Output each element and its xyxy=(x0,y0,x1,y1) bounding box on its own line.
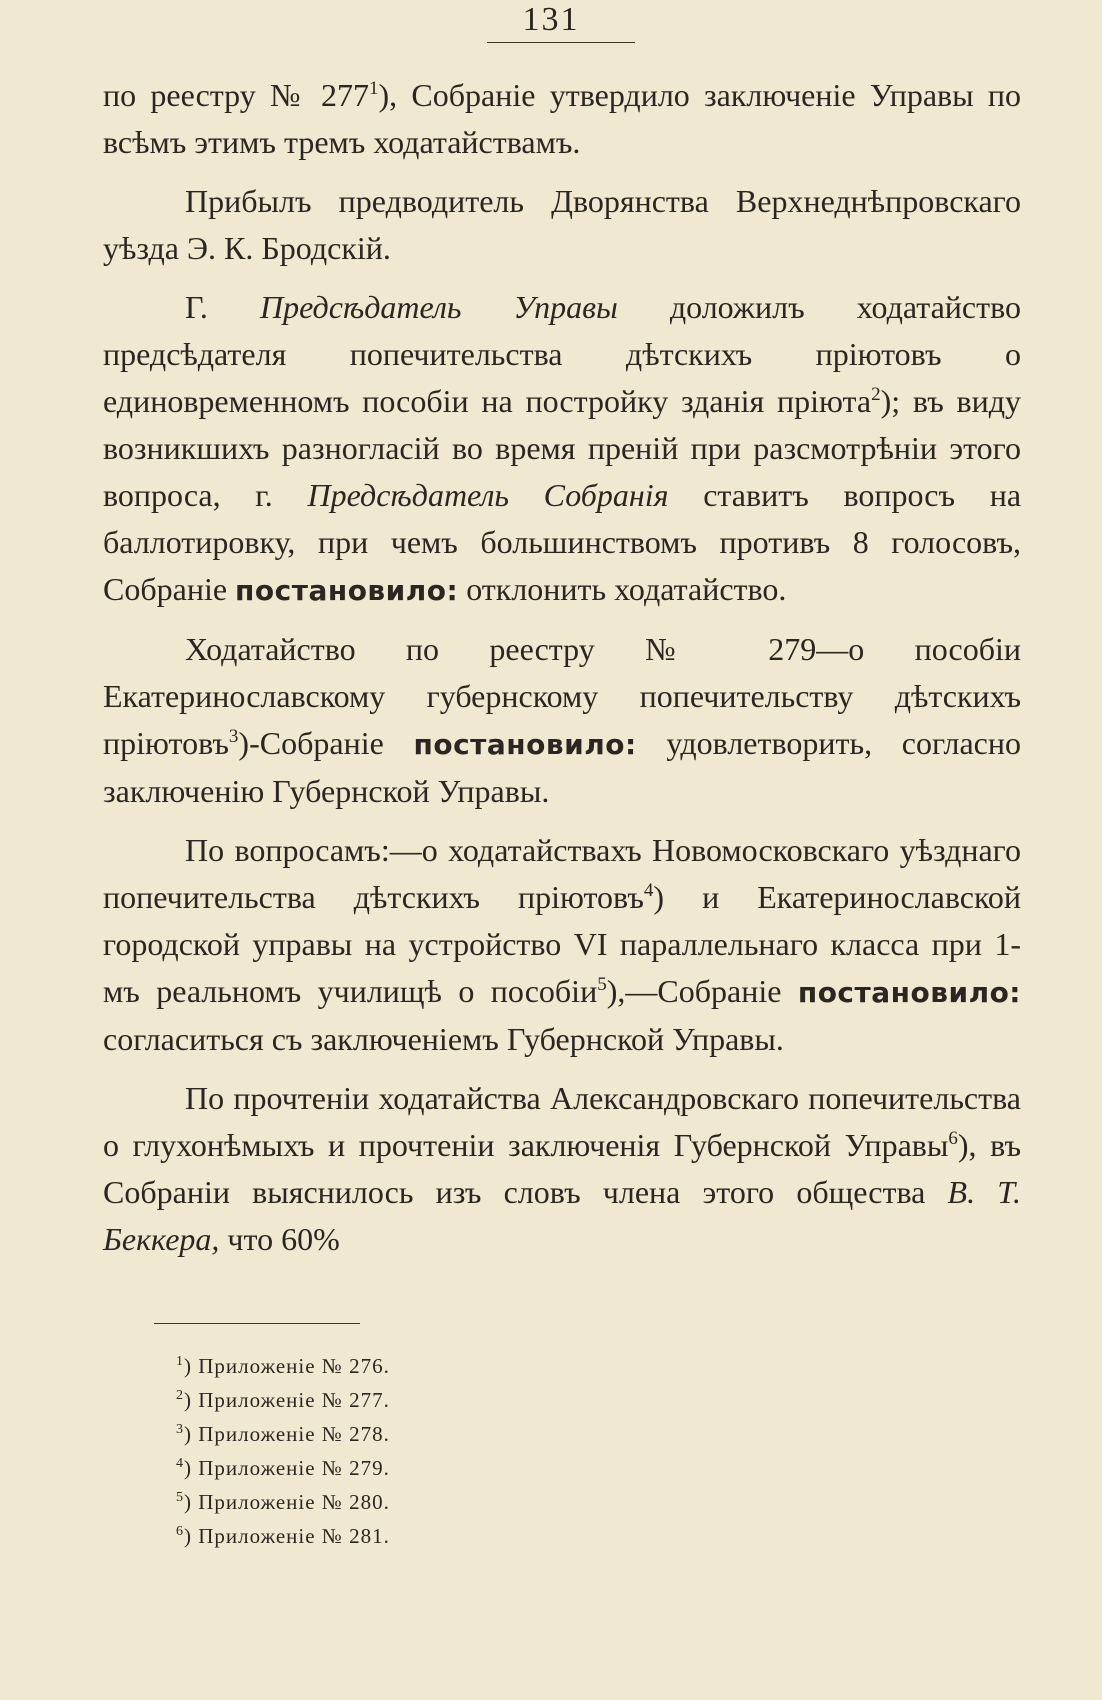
paragraph-5 xyxy=(103,827,1021,1063)
paragraph-6 xyxy=(103,1075,1021,1263)
footnote-ref-2: 2 xyxy=(871,384,881,405)
body-text xyxy=(103,72,1021,1263)
paragraph-4-part-2: )-Собраніе xyxy=(238,725,414,761)
paragraph-5-part-3: ),—Собраніе xyxy=(606,973,798,1009)
footnote-rule xyxy=(154,1323,360,1324)
footnote-mark: 2 xyxy=(176,1388,184,1403)
decision-label: постановило: xyxy=(413,728,637,761)
footnote-ref-3: 3 xyxy=(228,726,239,747)
decision-label: постановило: xyxy=(235,574,459,607)
footnote-2 xyxy=(176,1383,390,1417)
paragraph-2 xyxy=(103,178,1021,272)
paragraph-5-part-4: согласиться съ заключеніемъ Губернской Управы. xyxy=(103,1021,784,1057)
paragraph-5-part-2: ) и Екатеринославской городской управы на устройство VI параллельнаго класса при 1-мъ реальномъ училищѣ о пособіи xyxy=(103,879,1021,1009)
paragraph-2-text: Прибылъ предводитель Дворянства Верхнеднѣпровскаго уѣзда Э. К. Бродскій. xyxy=(103,183,1021,266)
page-number: 131 xyxy=(522,1,580,38)
person-name: В. Т. Беккера, xyxy=(103,1174,1022,1257)
paragraph-3 xyxy=(103,284,1021,614)
footnote-6 xyxy=(176,1519,390,1553)
decision-label: постановило: xyxy=(797,976,1022,1009)
footnote-mark: 6 xyxy=(176,1524,184,1539)
footnote-text: ) Приложеніе № 276. xyxy=(184,1354,390,1378)
footnote-ref-5: 5 xyxy=(597,974,607,995)
footnote-mark: 5 xyxy=(176,1490,184,1505)
paragraph-3-part-4: отклонить ходатайство. xyxy=(458,571,787,607)
footnote-text: ) Приложеніе № 277. xyxy=(184,1388,390,1412)
footnote-ref-1: 1 xyxy=(369,78,379,99)
footnote-ref-4: 4 xyxy=(643,880,654,901)
header-rule xyxy=(487,42,635,43)
paragraph-6-part-2: ), въ Собраніи выяснилось изъ словъ члена этого общества xyxy=(103,1127,1021,1210)
footnote-1 xyxy=(176,1349,390,1383)
footnote-text: ) Приложеніе № 280. xyxy=(184,1490,390,1514)
paragraph-4 xyxy=(103,626,1021,815)
paragraph-1-rest: ), Собраніе утвердило заключеніе Управы по всѣмъ этимъ тремъ ходатайствамъ. xyxy=(103,77,1021,160)
footnote-3 xyxy=(176,1417,390,1451)
footnote-ref-6: 6 xyxy=(948,1128,958,1149)
footnote-text: ) Приложеніе № 281. xyxy=(184,1524,390,1548)
role-chairman-assembly: Предсѣдатель Собранія xyxy=(307,477,669,513)
role-chairman-board: Предсѣдатель Управы xyxy=(259,289,618,325)
paragraph-3-lead: Г. xyxy=(185,289,260,325)
footnote-mark: 3 xyxy=(176,1422,184,1437)
footnote-text: ) Приложеніе № 279. xyxy=(184,1456,390,1480)
paragraph-3-part-1: доложилъ ходатайство предсѣдателя попечительства дѣтскихъ пріютовъ о единовременномъ пособіи на постройку зданія пріюта xyxy=(103,289,1022,419)
paragraph-5-part-1: По вопросамъ:—о ходатайствахъ Новомосковскаго уѣзднаго попечительства дѣтскихъ пріютовъ xyxy=(103,832,1021,915)
footnote-5 xyxy=(176,1485,390,1519)
footnote-mark: 4 xyxy=(176,1456,184,1471)
paragraph-1-text: по реестру № 277 xyxy=(103,77,370,113)
footnote-mark: 1 xyxy=(176,1354,184,1369)
paragraph-1 xyxy=(103,72,1021,166)
paragraph-3-part-2: ); въ виду возникшихъ разногласій во время преній при разсмотрѣніи этого вопроса, г. xyxy=(103,383,1022,513)
paragraph-4-part-1: Ходатайство по реестру № 279—о пособіи Екатеринославскому губернскому попечительству дѣтскихъ пріютовъ xyxy=(103,631,1021,761)
paragraph-3-part-3: ставитъ вопросъ на баллотировку, при чемъ большинствомъ противъ 8 голосовъ, Собраніе xyxy=(103,477,1022,607)
paragraph-6-part-3: что 60% xyxy=(219,1221,340,1257)
footnotes xyxy=(176,1349,390,1553)
paragraph-4-part-3: удовлетворить, согласно заключенію Губернской Управы. xyxy=(103,725,1022,809)
paragraph-6-part-1: По прочтеніи ходатайства Александровскаго попечительства о глухонѣмыхъ и прочтеніи заключенія Губернской Управы xyxy=(103,1080,1021,1163)
footnote-4 xyxy=(176,1451,390,1485)
footnote-text: ) Приложеніе № 278. xyxy=(184,1422,390,1446)
